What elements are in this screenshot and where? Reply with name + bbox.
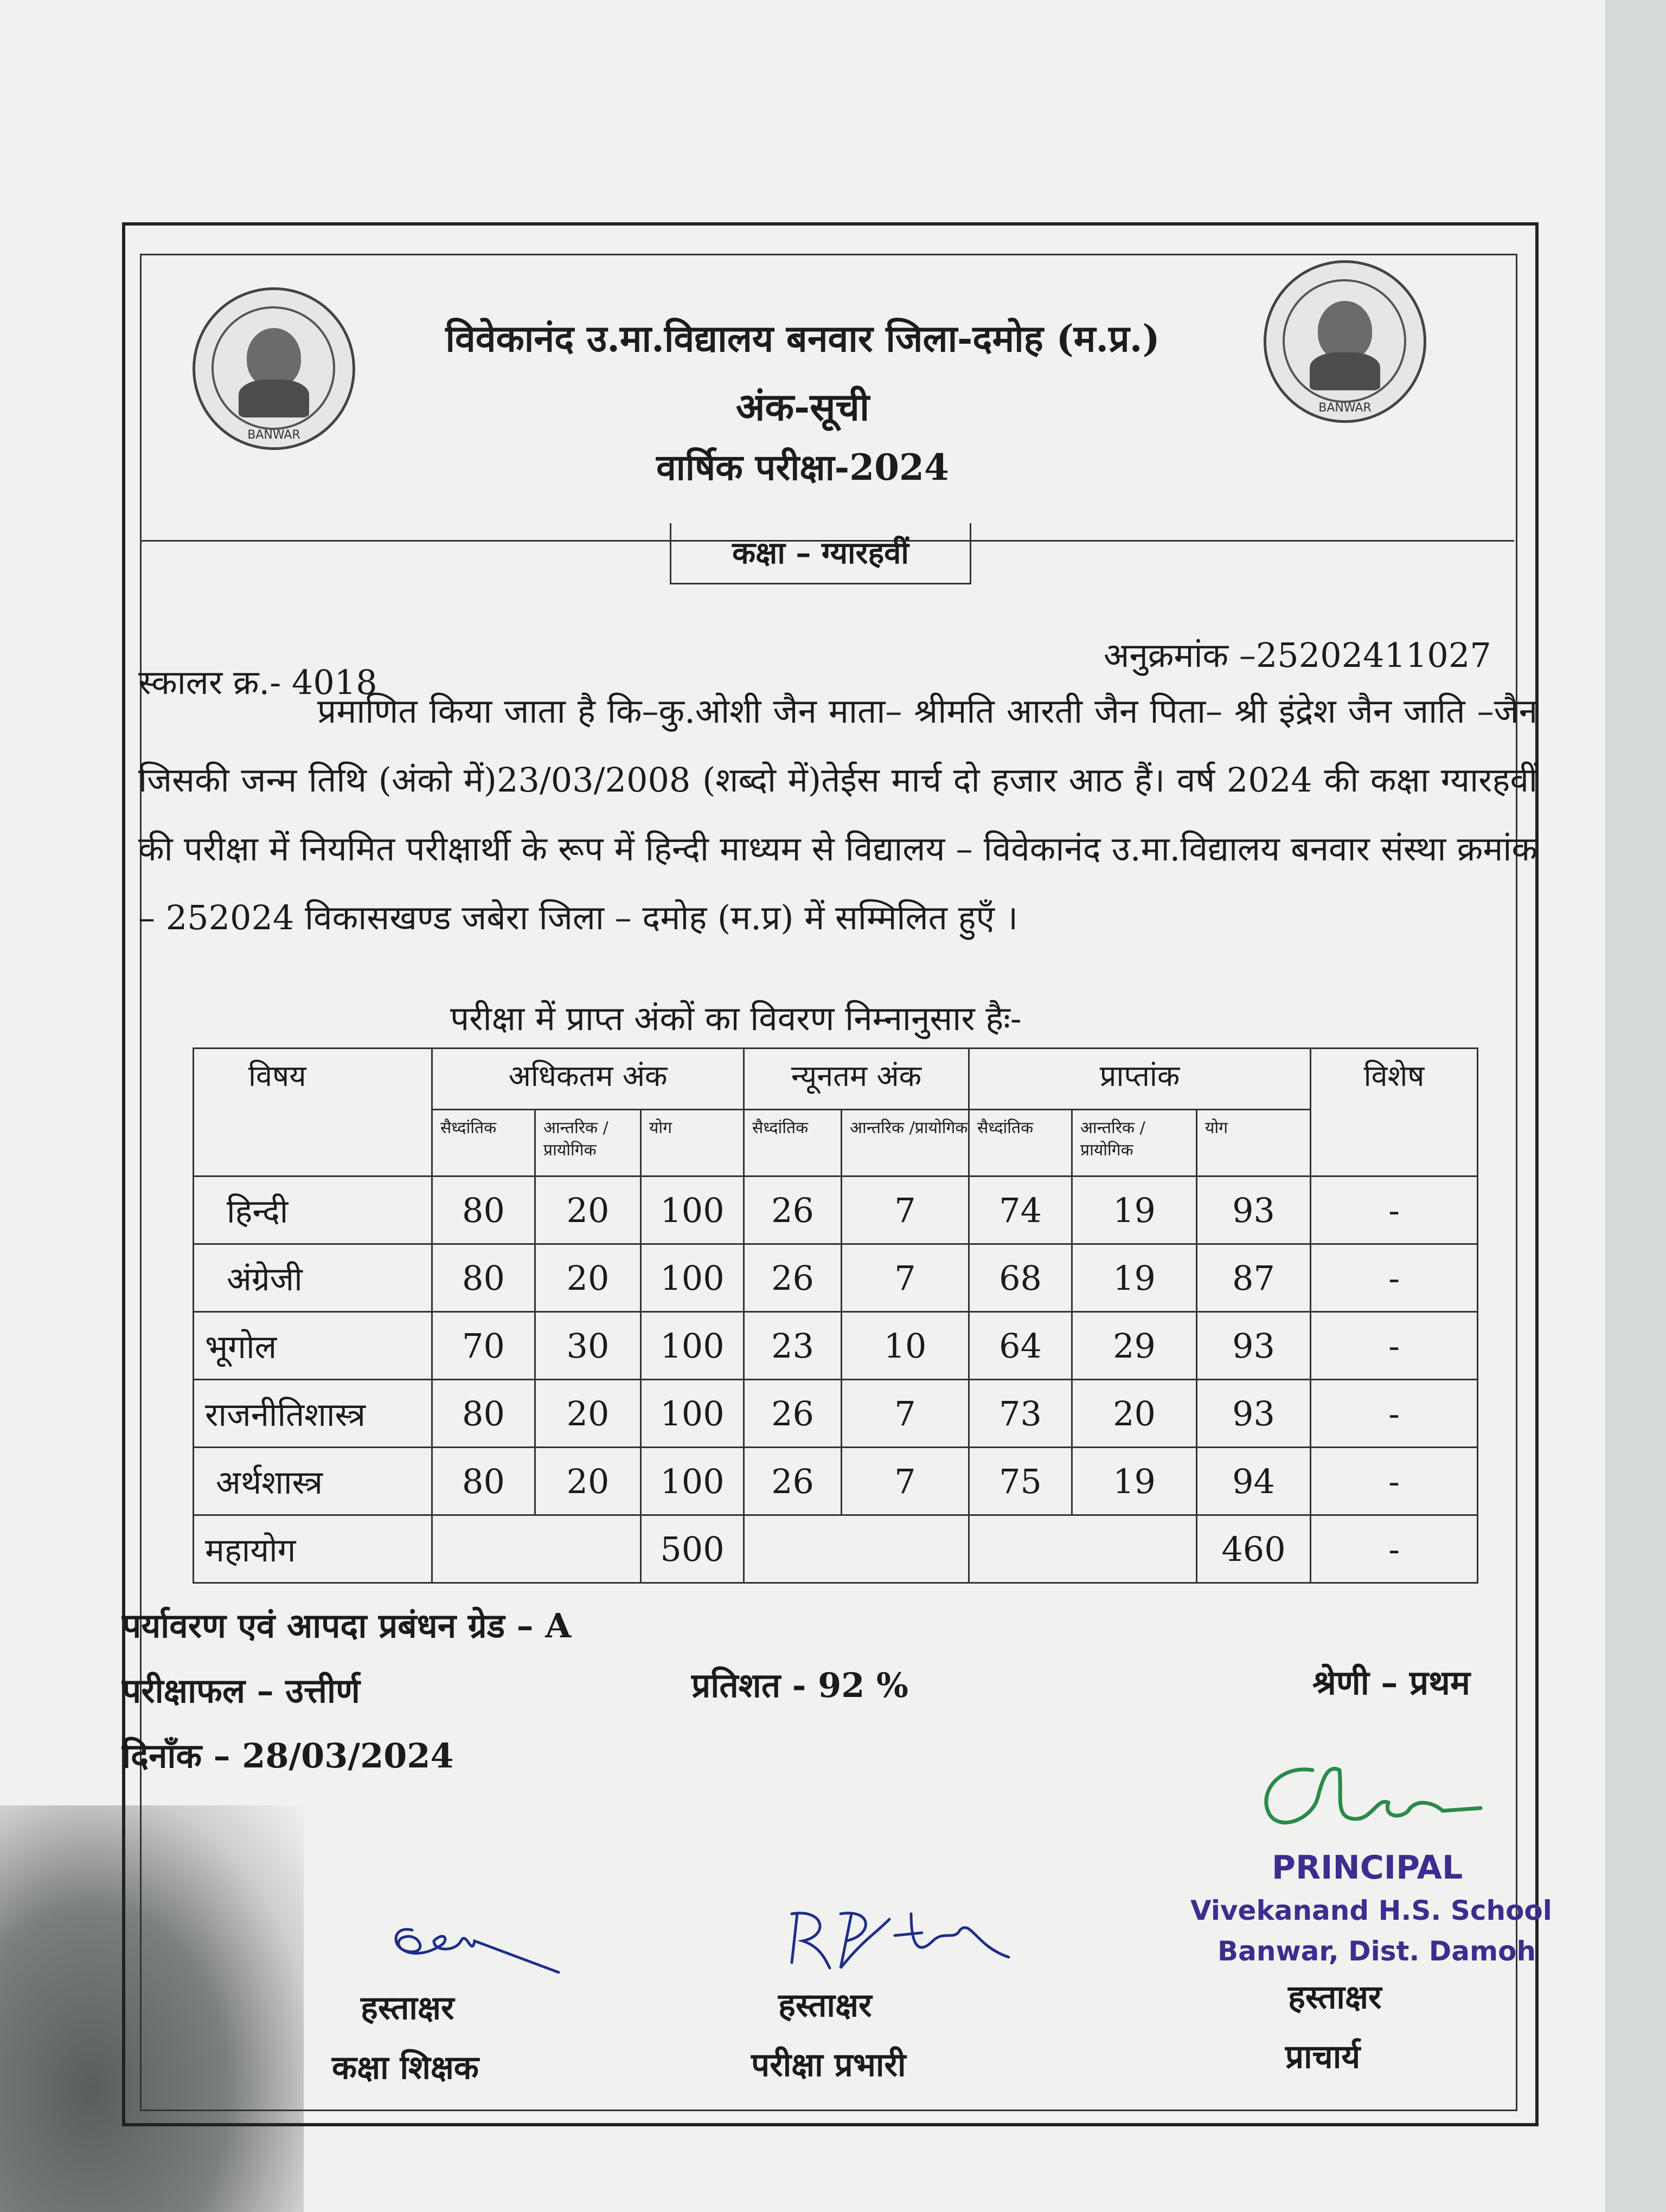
- min-theory-cell: 26: [744, 1244, 842, 1312]
- table-intro: परीक्षा में प्राप्त अंकों का विवरण निम्नानुसार हैः-: [450, 999, 1022, 1038]
- obtained-internal-cell: 20: [1072, 1380, 1197, 1448]
- table-row: [194, 1312, 1478, 1380]
- internal-subheader: आन्तरिक /प्रायोगिक: [842, 1110, 969, 1176]
- total-subheader: योग: [641, 1110, 744, 1176]
- obtained-internal-cell: 19: [1072, 1176, 1197, 1244]
- max-total-cell: 100: [641, 1176, 744, 1244]
- stamp-address: Banwar, Dist. Damoh: [1218, 1935, 1536, 1967]
- subject-cell: अर्थशास्त्र: [194, 1448, 432, 1515]
- table-row: [194, 1244, 1478, 1312]
- special-total-cell: -: [1311, 1515, 1478, 1583]
- principal-signature: [1247, 1754, 1497, 1841]
- special-cell: -: [1311, 1380, 1478, 1448]
- obtained-total-cell: 94: [1197, 1448, 1311, 1515]
- max-total-cell: 100: [641, 1312, 744, 1380]
- result-date: दिनाँक – 28/03/2024: [122, 1736, 454, 1776]
- table-row: [194, 1176, 1478, 1244]
- max-internal-cell: 20: [535, 1176, 641, 1244]
- obtained-theory-cell: 73: [969, 1380, 1072, 1448]
- logo-text: BANWAR: [1318, 401, 1372, 415]
- percentage: प्रतिशत - 92 %: [691, 1666, 908, 1705]
- max-total-cell: 100: [641, 1244, 744, 1312]
- logo-text: BANWAR: [247, 428, 300, 442]
- min-internal-cell: 10: [842, 1312, 969, 1380]
- obtained-theory-cell: 64: [969, 1312, 1072, 1380]
- max-marks-header: अधिकतम अंक: [432, 1049, 744, 1110]
- max-theory-cell: 80: [432, 1244, 535, 1312]
- obtained-theory-cell: 75: [969, 1448, 1072, 1515]
- obtained-grand-total: 460: [1197, 1515, 1311, 1583]
- max-internal-cell: 20: [535, 1244, 641, 1312]
- table-row: [194, 1380, 1478, 1448]
- min-theory-cell: 23: [744, 1312, 842, 1380]
- max-internal-cell: 30: [535, 1312, 641, 1380]
- roll-number: अनुक्रमांक –25202411027: [1104, 635, 1491, 675]
- school-logo-right: [1264, 260, 1426, 423]
- subject-cell: अंग्रेजी: [194, 1244, 432, 1312]
- portrait-body: [1310, 352, 1380, 390]
- marks-table: [193, 1047, 1478, 1584]
- min-internal-cell: 7: [842, 1176, 969, 1244]
- portrait-icon: [1318, 301, 1372, 361]
- obtained-theory-cell: 68: [969, 1244, 1072, 1312]
- certificate-body: प्रमाणित किया जाता है कि–कु.ओशी जैन माता– श्रीमति आरती जैन पिता– श्री इंद्रेश जैन जाति –जैन जिसकी जन्म तिथि (अंको में)23/03/2008 (शब्दो में)तेईस मार्च दो हजार आठ हैं। वर्ष 2024 की कक्षा ग्यारहवीं की परीक्षा में नियमित परीक्षार्थी के रूप में हिन्दी माध्यम से विद्यालय – विवेकानंद उ.मा.विद्यालय बनवार संस्था क्रमांक – 252024 विकासखण्ड जबेरा जिला – दमोह (म.प्र) में सम्मिलित हुएँ ।: [138, 691, 1537, 937]
- special-cell: -: [1311, 1244, 1478, 1312]
- school-title: विवेकानंद उ.मा.विद्यालय बनवार जिला-दमोह (म.प्र.): [445, 317, 1160, 361]
- obtained-total-cell: 93: [1197, 1176, 1311, 1244]
- obtained-marks-header: प्राप्तांक: [969, 1049, 1311, 1110]
- min-theory-cell: 26: [744, 1380, 842, 1448]
- subject-header: विषय: [194, 1049, 432, 1176]
- max-internal-cell: 20: [535, 1448, 641, 1515]
- theory-subheader: सैध्दांतिक: [432, 1110, 535, 1176]
- scholar-number: स्कालर क्र.- 4018: [138, 663, 377, 702]
- max-internal-cell: 20: [535, 1380, 641, 1448]
- min-internal-cell: 7: [842, 1244, 969, 1312]
- subject-cell: राजनीतिशास्त्र: [194, 1380, 432, 1448]
- principal-label: प्राचार्य: [1285, 2038, 1361, 2076]
- max-theory-cell: 80: [432, 1176, 535, 1244]
- exam-incharge-sign-label: हस्ताक्षर: [778, 1986, 872, 2024]
- obtained-internal-cell: 19: [1072, 1244, 1197, 1312]
- max-total-cell: 100: [641, 1448, 744, 1515]
- min-internal-cell: 7: [842, 1380, 969, 1448]
- stamp-title: PRINCIPAL: [1272, 1849, 1463, 1887]
- grand-total-label: महायोग: [194, 1515, 432, 1583]
- class-teacher-label: कक्षा शिक्षक: [332, 2049, 479, 2087]
- exam-incharge-signature: [781, 1898, 1030, 1979]
- min-theory-cell: 26: [744, 1176, 842, 1244]
- obtained-total-blank: [969, 1515, 1197, 1583]
- max-theory-cell: 70: [432, 1312, 535, 1380]
- min-internal-cell: 7: [842, 1448, 969, 1515]
- internal-subheader: आन्तरिक /प्रायोगिक: [1072, 1110, 1197, 1176]
- exam-result: परीक्षाफल – उत्तीर्ण: [122, 1671, 360, 1711]
- table-row: [194, 1448, 1478, 1515]
- theory-subheader: सैध्दांतिक: [969, 1110, 1072, 1176]
- subject-cell: भूगोल: [194, 1312, 432, 1380]
- internal-subheader: आन्तरिक /प्रायोगिक: [535, 1110, 641, 1176]
- document-title: अंक-सूची: [735, 384, 870, 429]
- class-teacher-signature: [380, 1908, 564, 1979]
- max-total-blank: [432, 1515, 641, 1583]
- theory-subheader: सैध्दांतिक: [744, 1110, 842, 1176]
- total-row: [194, 1515, 1478, 1583]
- total-subheader: योग: [1197, 1110, 1311, 1176]
- special-header: विशेष: [1311, 1049, 1478, 1176]
- obtained-internal-cell: 29: [1072, 1312, 1197, 1380]
- portrait-icon: [247, 328, 301, 388]
- max-grand-total: 500: [641, 1515, 744, 1583]
- special-cell: -: [1311, 1176, 1478, 1244]
- special-cell: -: [1311, 1448, 1478, 1515]
- division: श्रेणी – प्रथम: [1312, 1663, 1470, 1702]
- class-label: कक्षा – ग्यारहवीं: [670, 523, 971, 584]
- obtained-total-cell: 93: [1197, 1380, 1311, 1448]
- max-theory-cell: 80: [432, 1380, 535, 1448]
- subject-cell: हिन्दी: [194, 1176, 432, 1244]
- obtained-total-cell: 93: [1197, 1312, 1311, 1380]
- exam-incharge-label: परीक्षा प्रभारी: [751, 2046, 906, 2084]
- obtained-theory-cell: 74: [969, 1176, 1072, 1244]
- max-total-cell: 100: [641, 1380, 744, 1448]
- special-cell: -: [1311, 1312, 1478, 1380]
- certificate-text: [138, 677, 1537, 952]
- min-theory-cell: 26: [744, 1448, 842, 1515]
- max-theory-cell: 80: [432, 1448, 535, 1515]
- stamp-school: Vivekanand H.S. School: [1190, 1895, 1552, 1926]
- env-grade: पर्यावरण एवं आपदा प्रबंधन ग्रेड – A: [122, 1606, 572, 1645]
- class-teacher-sign-label: हस्ताक्षर: [361, 1989, 454, 2027]
- portrait-body: [239, 380, 309, 417]
- min-total-blank: [744, 1515, 969, 1583]
- principal-sign-label: हस्ताक्षर: [1288, 1978, 1382, 2016]
- obtained-total-cell: 87: [1197, 1244, 1311, 1312]
- min-marks-header: न्यूनतम अंक: [744, 1049, 969, 1110]
- obtained-internal-cell: 19: [1072, 1448, 1197, 1515]
- exam-title: वार्षिक परीक्षा-2024: [656, 446, 949, 488]
